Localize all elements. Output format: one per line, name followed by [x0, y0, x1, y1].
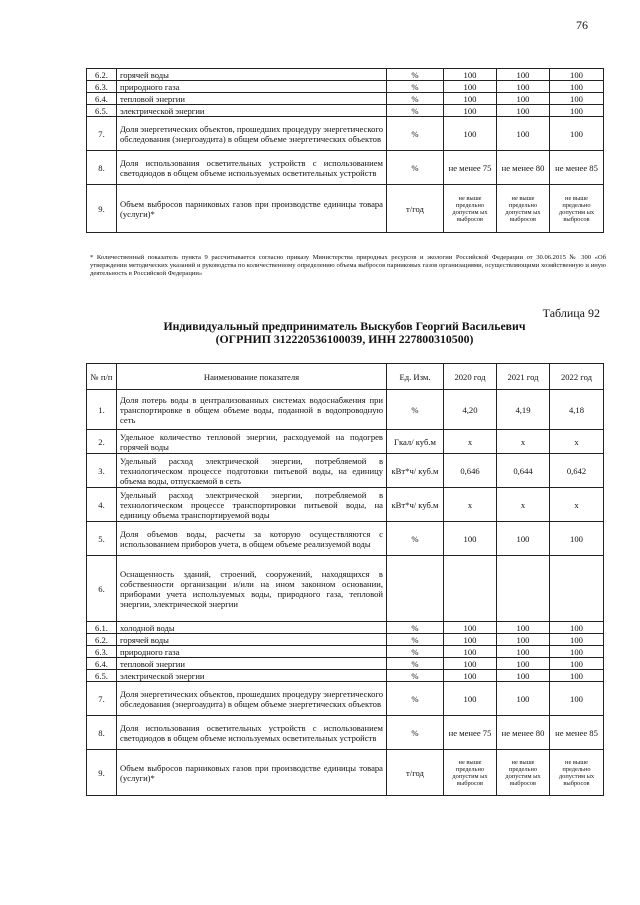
- row-number-cell: 4.: [87, 488, 117, 522]
- indicator-name-cell: Доля энергетических объектов, прошедших процедуру энергетического обследования (энергоаудита) в общем объеме энергетических объектов: [117, 117, 387, 151]
- indicator-name-cell: горячей воды: [117, 634, 387, 646]
- value-2022-cell: 100: [550, 646, 604, 658]
- value-2021-cell: не выше предельно допустим ых выбросов: [497, 185, 550, 233]
- value-2020-cell: [444, 556, 497, 622]
- value-2020-cell: 100: [444, 622, 497, 634]
- value-2021-cell: не менее 80: [497, 716, 550, 750]
- row-number-cell: 7.: [87, 682, 117, 716]
- row-number-cell: 9.: [87, 750, 117, 796]
- row-number-cell: 6.1.: [87, 622, 117, 634]
- value-2020-cell: не менее 75: [444, 716, 497, 750]
- indicator-name-cell: Удельный расход электрической энергии, потребляемой в технологическом процессе транспортировки питьевой воды, на единицу объема транспортируемой воды: [117, 488, 387, 522]
- header-unit: Ед. Изм.: [387, 364, 444, 390]
- value-2020-cell: 0,646: [444, 454, 497, 488]
- unit-cell: %: [387, 93, 444, 105]
- table-row: [87, 522, 604, 556]
- unit-cell: т/год: [387, 750, 444, 796]
- value-2020-cell: 100: [444, 646, 497, 658]
- value-2020-cell: не выше предельно допустим ых выбросов: [444, 750, 497, 796]
- unit-cell: %: [387, 670, 444, 682]
- page-number: 76: [576, 18, 588, 32]
- unit-cell: %: [387, 105, 444, 117]
- row-number-cell: 2.: [87, 430, 117, 454]
- value-2021-cell: 0,644: [497, 454, 550, 488]
- value-2020-cell: 100: [444, 658, 497, 670]
- footnote: * Количественный показатель пункта 9 рассчитывается согласно приказу Министерства природных ресурсов и экологии Российской Федерации от 30.06.2015 № 300 «Об утверждении методических указаний и руководства по количественному определению объема выбросов парниковых газов организациями, осуществляющими хозяйственную и иную деятельность в Российской Федерации»: [90, 254, 606, 278]
- unit-cell: %: [387, 622, 444, 634]
- indicator-name-cell: Доля использования осветительных устройств с использованием светодиодов в общем объеме используемых осветительных устройств: [117, 716, 387, 750]
- indicator-name-cell: электрической энергии: [117, 670, 387, 682]
- table-title: [86, 320, 603, 346]
- table-row: [87, 556, 604, 622]
- table-row: [87, 93, 604, 105]
- value-2020-cell: 4,20: [444, 390, 497, 430]
- indicator-name-cell: Доля потерь воды в централизованных системах водоснабжения при транспортировке в общем объеме воды, поданной в водопроводную сеть: [117, 390, 387, 430]
- row-number-cell: 6.: [87, 556, 117, 622]
- indicator-name-cell: тепловой энергии: [117, 93, 387, 105]
- unit-cell: кВт*ч/ куб.м: [387, 488, 444, 522]
- value-2022-cell: 100: [550, 622, 604, 634]
- header-2021: 2021 год: [497, 364, 550, 390]
- row-number-cell: 1.: [87, 390, 117, 430]
- indicator-name-cell: Оснащенность зданий, строений, сооружений, находящихся в собственности организации и/или на ином законном основании, приборами учета используемых воды, природного газа, тепловой энергии, электрической энергии: [117, 556, 387, 622]
- value-2021-cell: 100: [497, 105, 550, 117]
- unit-cell: %: [387, 646, 444, 658]
- header-num: № п/п: [87, 364, 117, 390]
- value-2020-cell: х: [444, 488, 497, 522]
- unit-cell: %: [387, 716, 444, 750]
- value-2022-cell: 4,18: [550, 390, 604, 430]
- continued-indicators-table: [86, 68, 604, 233]
- table-row: [87, 81, 604, 93]
- unit-cell: %: [387, 634, 444, 646]
- value-2022-cell: 100: [550, 670, 604, 682]
- value-2020-cell: 100: [444, 69, 497, 81]
- indicator-name-cell: Удельный расход электрической энергии, потребляемой в технологическом процессе подготовки питьевой воды, на единицу объема воды, отпускаемой в сеть: [117, 454, 387, 488]
- value-2021-cell: 100: [497, 522, 550, 556]
- value-2021-cell: 100: [497, 622, 550, 634]
- indicator-name-cell: тепловой энергии: [117, 658, 387, 670]
- value-2021-cell: х: [497, 430, 550, 454]
- value-2022-cell: 100: [550, 117, 604, 151]
- value-2022-cell: 100: [550, 658, 604, 670]
- unit-cell: %: [387, 522, 444, 556]
- value-2022-cell: не выше предельно допустим ых выбросов: [550, 185, 604, 233]
- value-2022-cell: не выше предельно допустим ых выбросов: [550, 750, 604, 796]
- value-2022-cell: 100: [550, 69, 604, 81]
- row-number-cell: 6.4.: [87, 658, 117, 670]
- unit-cell: %: [387, 117, 444, 151]
- value-2020-cell: не менее 75: [444, 151, 497, 185]
- value-2020-cell: 100: [444, 634, 497, 646]
- value-2021-cell: х: [497, 488, 550, 522]
- table-row: [87, 185, 604, 233]
- value-2022-cell: 100: [550, 682, 604, 716]
- value-2020-cell: 100: [444, 670, 497, 682]
- unit-cell: %: [387, 69, 444, 81]
- indicator-name-cell: горячей воды: [117, 69, 387, 81]
- unit-cell: т/год: [387, 185, 444, 233]
- indicator-name-cell: Доля объемов воды, расчеты за которую осуществляются с использованием приборов учета, в общем объеме реализуемой воды: [117, 522, 387, 556]
- row-number-cell: 9.: [87, 185, 117, 233]
- row-number-cell: 6.4.: [87, 93, 117, 105]
- value-2022-cell: не менее 85: [550, 151, 604, 185]
- unit-cell: %: [387, 682, 444, 716]
- value-2022-cell: 0,642: [550, 454, 604, 488]
- value-2022-cell: х: [550, 430, 604, 454]
- value-2021-cell: [497, 556, 550, 622]
- table-row: [87, 670, 604, 682]
- value-2020-cell: 100: [444, 522, 497, 556]
- table-row: [87, 634, 604, 646]
- indicator-name-cell: электрической энергии: [117, 105, 387, 117]
- unit-cell: %: [387, 658, 444, 670]
- value-2021-cell: 100: [497, 634, 550, 646]
- unit-cell: %: [387, 81, 444, 93]
- value-2020-cell: 100: [444, 682, 497, 716]
- value-2021-cell: 100: [497, 670, 550, 682]
- table-row: [87, 117, 604, 151]
- table-row: [87, 488, 604, 522]
- table-row: [87, 430, 604, 454]
- value-2020-cell: 100: [444, 93, 497, 105]
- indicator-name-cell: природного газа: [117, 81, 387, 93]
- row-number-cell: 7.: [87, 117, 117, 151]
- indicator-name-cell: Удельное количество тепловой энергии, расходуемой на подогрев горячей воды: [117, 430, 387, 454]
- title-line-1: Индивидуальный предприниматель Выскубов Георгий Васильевич: [163, 319, 526, 333]
- unit-cell: Гкал/ куб.м: [387, 430, 444, 454]
- table-row: [87, 454, 604, 488]
- indicators-table: [86, 363, 604, 796]
- row-number-cell: 6.2.: [87, 69, 117, 81]
- value-2022-cell: 100: [550, 81, 604, 93]
- table-header-row: [87, 364, 604, 390]
- indicator-name-cell: Доля использования осветительных устройств с использованием светодиодов в общем объеме используемых осветительных устройств: [117, 151, 387, 185]
- value-2022-cell: [550, 556, 604, 622]
- row-number-cell: 8.: [87, 151, 117, 185]
- value-2022-cell: 100: [550, 634, 604, 646]
- value-2021-cell: 100: [497, 682, 550, 716]
- row-number-cell: 8.: [87, 716, 117, 750]
- value-2021-cell: 4,19: [497, 390, 550, 430]
- unit-cell: %: [387, 151, 444, 185]
- value-2021-cell: 100: [497, 658, 550, 670]
- row-number-cell: 6.5.: [87, 105, 117, 117]
- row-number-cell: 6.3.: [87, 81, 117, 93]
- value-2020-cell: 100: [444, 81, 497, 93]
- value-2021-cell: не менее 80: [497, 151, 550, 185]
- unit-cell: кВт*ч/ куб.м: [387, 454, 444, 488]
- indicator-name-cell: Объем выбросов парниковых газов при производстве единицы товара (услуги)*: [117, 185, 387, 233]
- table-row: [87, 716, 604, 750]
- value-2022-cell: х: [550, 488, 604, 522]
- row-number-cell: 3.: [87, 454, 117, 488]
- table-row: [87, 682, 604, 716]
- row-number-cell: 6.3.: [87, 646, 117, 658]
- indicator-name-cell: природного газа: [117, 646, 387, 658]
- unit-cell: [387, 556, 444, 622]
- header-2020: 2020 год: [444, 364, 497, 390]
- header-2022: 2022 год: [550, 364, 604, 390]
- row-number-cell: 6.2.: [87, 634, 117, 646]
- header-name: Наименование показателя: [117, 364, 387, 390]
- table-row: [87, 151, 604, 185]
- value-2021-cell: 100: [497, 117, 550, 151]
- table-row: [87, 750, 604, 796]
- value-2021-cell: 100: [497, 69, 550, 81]
- value-2022-cell: 100: [550, 522, 604, 556]
- table-row: [87, 69, 604, 81]
- table-label: Таблица 92: [542, 306, 600, 320]
- value-2022-cell: не менее 85: [550, 716, 604, 750]
- indicator-name-cell: Доля энергетических объектов, прошедших процедуру энергетического обследования (энергоаудита) в общем объеме энергетических объектов: [117, 682, 387, 716]
- indicator-name-cell: Объем выбросов парниковых газов при производстве единицы товара (услуги)*: [117, 750, 387, 796]
- table-row: [87, 105, 604, 117]
- value-2021-cell: 100: [497, 646, 550, 658]
- value-2022-cell: 100: [550, 105, 604, 117]
- value-2021-cell: 100: [497, 93, 550, 105]
- value-2020-cell: 100: [444, 105, 497, 117]
- table-row: [87, 390, 604, 430]
- value-2021-cell: не выше предельно допустим ых выбросов: [497, 750, 550, 796]
- table-row: [87, 622, 604, 634]
- unit-cell: %: [387, 390, 444, 430]
- value-2020-cell: 100: [444, 117, 497, 151]
- value-2021-cell: 100: [497, 81, 550, 93]
- title-line-2: (ОГРНИП 312220536100039, ИНН 227800310500): [215, 332, 474, 346]
- row-number-cell: 5.: [87, 522, 117, 556]
- value-2020-cell: х: [444, 430, 497, 454]
- table-row: [87, 646, 604, 658]
- value-2022-cell: 100: [550, 93, 604, 105]
- table-row: [87, 658, 604, 670]
- row-number-cell: 6.5.: [87, 670, 117, 682]
- indicator-name-cell: холодной воды: [117, 622, 387, 634]
- value-2020-cell: не выше предельно допустим ых выбросов: [444, 185, 497, 233]
